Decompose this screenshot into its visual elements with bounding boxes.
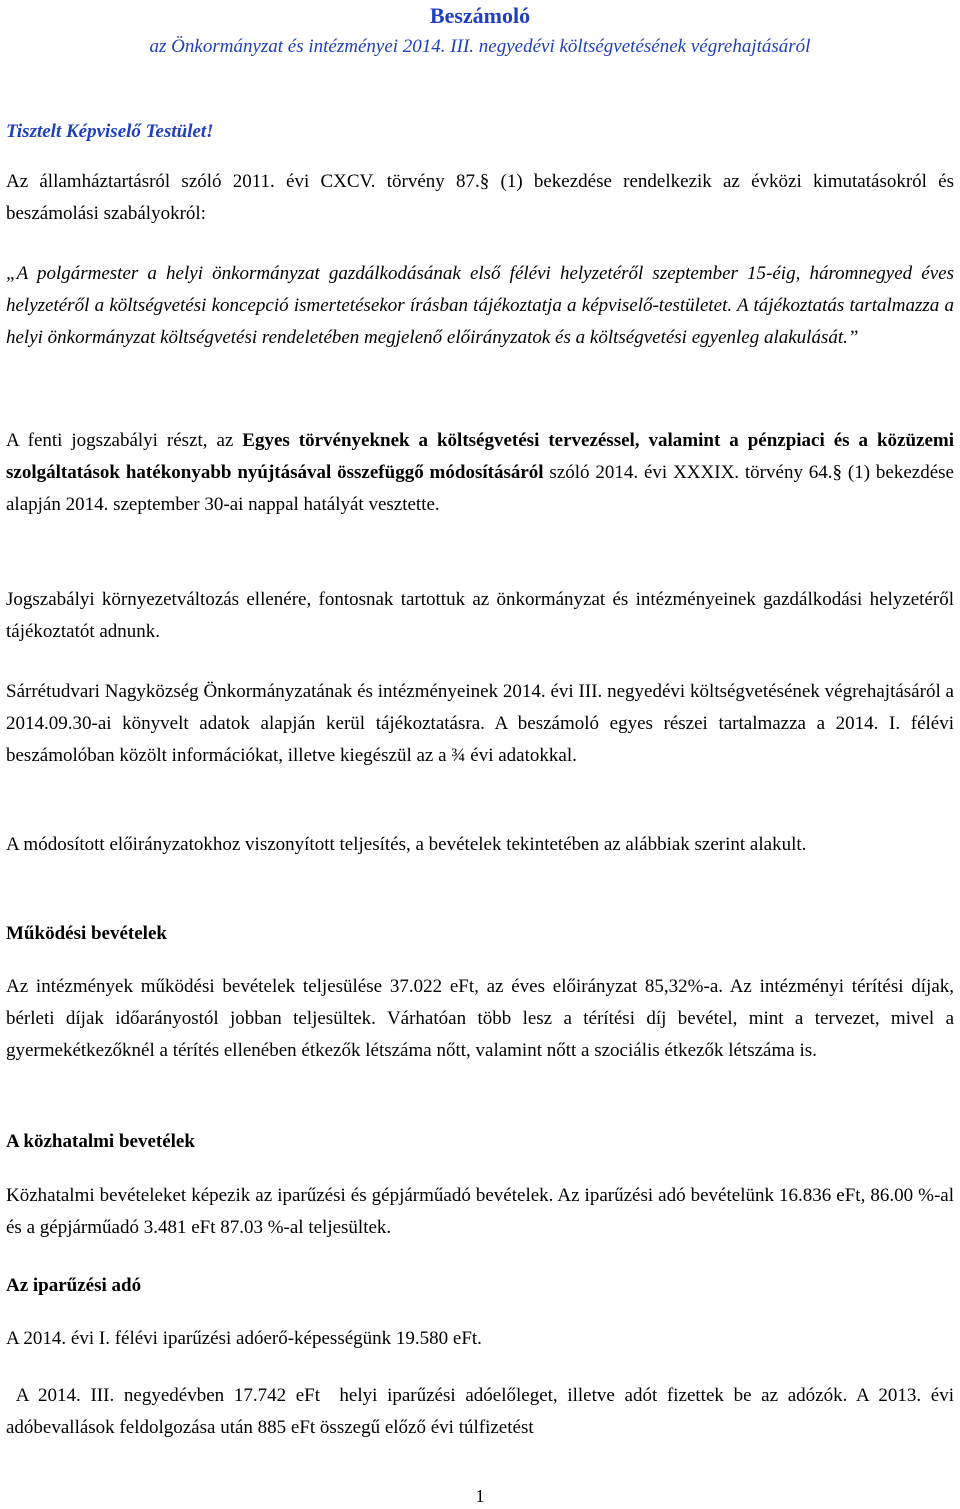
greeting: Tisztelt Képviselő Testület! [6, 121, 214, 142]
paragraph-iparuzesi-payments: A 2014. III. negyedévben 17.742 eFt helyi iparűzési adóelőleget, illetve adót fizettek be az adózók. A 2013. évi adóbevallások feldolgozása után 885 eFt összegű előző évi túlfizetést [6, 1385, 959, 1438]
paragraph-iparuzesi-capacity: A 2014. évi I. félévi iparűzési adóerő-képességünk 19.580 eFt. [6, 1328, 482, 1349]
quoted-provision: „A polgármester a helyi önkormányzat gazdálkodásának első félévi helyzetéről szeptember 15-éig, háromnegyed éves helyzetéről a költségvetési koncepció ismertetésekor írásban tájékoztatja a képviselő-testületet. A tájékoztatás tartalmazza a helyi önkormányzat költségvetési rendeletében megjelenő előirányzatok és a költségvetési egyenleg alakulását.” [6, 263, 954, 348]
heading-mukodesi-bevetelek: Működési bevételek [6, 923, 167, 944]
paragraph-context: Jogszabályi környezetváltozás ellenére, fontosnak tartottuk az önkormányzat és intézményeinek gazdálkodási helyzetéről tájékoztatót adnunk. [6, 589, 954, 642]
heading-kozhatalmi-bevetelek: A közhatalmi bevetélek [6, 1131, 195, 1152]
paragraph-scope: Sárrétudvari Nagyközség Önkormányzatának és intézményeinek 2014. évi III. negyedévi költségvetésének végrehajtásáról a 2014.09.30-ai könyvelt adatok alapján kerül tájékoztatásra. A beszámoló egyes részei tartalmazza a 2014. I. félévi beszámolóban közölt információkat, illetve kiegészül az a ¾ évi adatokkal. [6, 681, 954, 766]
paragraph-law-reference: Az államháztartásról szóló 2011. évi CXCV. törvény 87.§ (1) bekezdése rendelkezik az évközi kimutatásokról és beszámolási szabályokról: [6, 171, 954, 224]
paragraph-performance: A módosított előirányzatokhoz viszonyított teljesítés, a bevételek tekintetében az alábbiak szerint alakult. [6, 834, 807, 855]
paragraph-kozhatalmi-bevetelek: Közhatalmi bevételeket képezik az iparűzési és gépjárműadó bevételek. Az iparűzési adó bevételünk 16.836 eFt, 86.00 %-al és a gépjárműadó 3.481 eFt 87.03 %-al teljesültek. [6, 1185, 954, 1238]
heading-iparuzesi-ado: Az iparűzési adó [6, 1275, 142, 1296]
paragraph-repeal-end: szóló 2014. évi XXXIX. törvény 64.§ (1) bekezdése alapján 2014. szeptember 30-ai nappal hatályát vesztette. [6, 462, 954, 515]
document-title: Beszámoló [429, 3, 531, 28]
paragraph-repeal [6, 425, 954, 521]
law-title: Egyes törvényeknek a költségvetési tervezéssel, valamint a pénzpiaci és a közüzemi szolgáltatások hatékonyabb nyújtásával összefüggő módosításáról [6, 430, 954, 483]
paragraph-repeal-start: A fenti jogszabályi részt, az [6, 430, 243, 451]
paragraph-mukodesi-bevetelek: Az intézmények működési bevételek teljesülése 37.022 eFt, az éves előirányzat 85,32%-a. Az intézményi térítési díjak, bérleti díjak időarányostól jobban teljesültek. Várhatóan több lesz a térítési díj bevétel, mint a tervezet, mivel a gyermekétkezőknél a térítés ellenében étkezők létszáma nőtt, valamint nőtt a szociális étkezők létszáma is. [6, 976, 954, 1061]
document-subtitle: az Önkormányzat és intézményei 2014. III. negyedévi költségvetésének végrehajtásáról [149, 36, 811, 57]
page-number: 1 [475, 1486, 485, 1506]
